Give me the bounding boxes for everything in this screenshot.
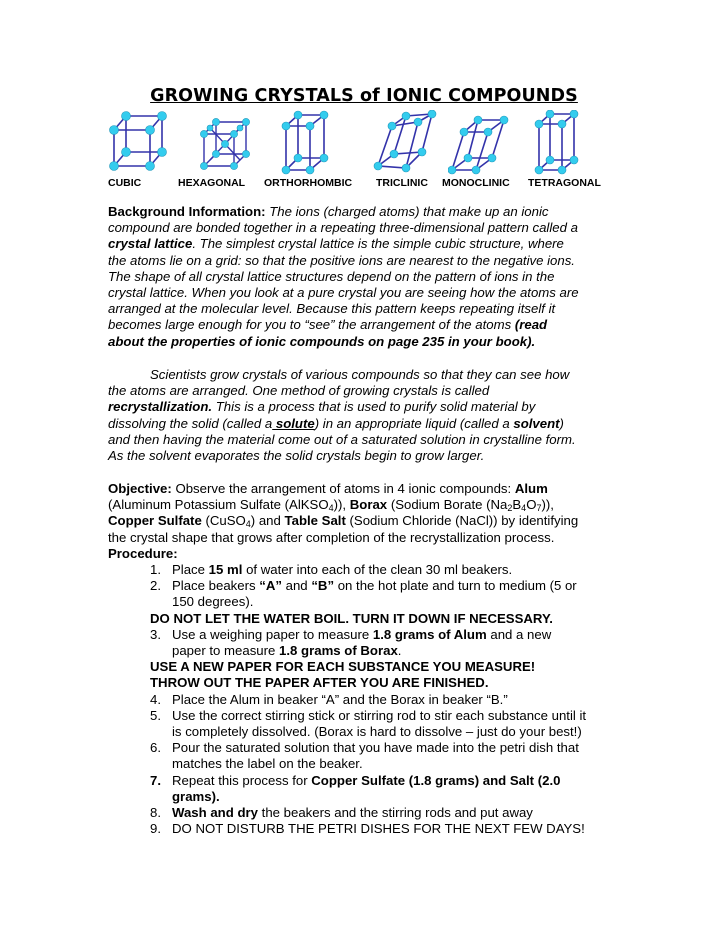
- warning-text: THROW OUT THE PAPER AFTER YOU ARE FINISHED.: [150, 675, 489, 691]
- warning-text: DO NOT LET THE WATER BOIL. TURN IT DOWN IF NECESSARY.: [150, 610, 553, 626]
- triclinic-crystal-diagram: [372, 110, 438, 176]
- tetragonal-crystal-diagram: [534, 110, 580, 176]
- orthorhombic-crystal-diagram: [280, 110, 332, 176]
- crystal-label-tetragonal: TETRAGONAL: [528, 177, 601, 189]
- warning-text: USE A NEW PAPER FOR EACH SUBSTANCE YOU MEASURE!: [150, 659, 536, 675]
- background-paragraph: Background Information: The ions (charged atoms) that make up an ionic compound are bonded together in a repeating three-dimensional pattern called a crystal lattice. The simplest crystal lattice is the simple cubic structure, where the atoms lie on a grid: so that the positive ions are nearest to the negative ions. The shape of all crystal lattice structures depend on the pattern of ions in the crystal lattice. When you look at a pure crystal you are seeing how the atoms are arranged at the molecular level. Because this pattern keeps repeating itself it becomes large enough for you to “see” the arrangement of the atoms (read about the properties of ionic compounds on page 235 in your book).: [108, 204, 579, 349]
- list-item: 3. Use a weighing paper to measure 1.8 grams of Alum and a new paper to measure 1.8 grams of Borax.: [150, 626, 552, 659]
- procedure-heading: Procedure:: [108, 545, 178, 561]
- crystal-label-cubic: CUBIC: [108, 177, 142, 189]
- page-title: GROWING CRYSTALS of IONIC COMPOUNDS: [150, 86, 578, 106]
- list-item: 5. Use the correct stirring stick or stirring rod to stir each substance until it is completely dissolved. (Borax is hard to dissolve – just do your best!): [150, 707, 587, 740]
- background-heading: Background Information:: [108, 204, 266, 219]
- recrystallization-paragraph: Scientists grow crystals of various compounds so that they can see how the atoms are arranged. One method of growing crystals is called recrystallization. This is a process that is used to purify solid material by dissolving the solid (called a solute) in an appropriate liquid (called a solvent) and then having the material come out of a saturated solution in crystalline form. As the solvent evaporates the solid crystals begin to grow larger.: [108, 367, 576, 464]
- crystal-label-orthorhombic: ORTHORHOMBIC: [264, 177, 353, 189]
- cubic-crystal-diagram: [108, 110, 170, 176]
- list-item: 7. Repeat this process for Copper Sulfate (1.8 grams) and Salt (2.0 grams).: [150, 772, 561, 804]
- list-item: 9. DO NOT DISTURB THE PETRI DISHES FOR THE NEXT FEW DAYS!: [150, 821, 585, 837]
- hexagonal-crystal-diagram: [196, 110, 256, 176]
- list-item: 1. Place 15 ml of water into each of the clean 30 ml beakers.: [150, 562, 513, 577]
- list-item: 6. Pour the saturated solution that you have made into the petri dish that matches the label on the beaker.: [150, 740, 579, 772]
- objective-heading: Objective:: [108, 481, 172, 496]
- procedure-list: [108, 562, 638, 837]
- crystal-label-triclinic: TRICLINIC: [376, 177, 428, 189]
- list-item: 2. Place beakers “A” and “B” on the hot plate and turn to medium (5 or 150 degrees).: [150, 578, 577, 610]
- crystal-label-hexagonal: HEXAGONAL: [178, 177, 246, 189]
- monoclinic-crystal-diagram: [448, 110, 510, 176]
- crystal-label-monoclinic: MONOCLINIC: [442, 177, 510, 189]
- list-item: 8. Wash and dry the beakers and the stirring rods and put away: [150, 805, 533, 821]
- list-item: 4. Place the Alum in beaker “A” and the Borax in beaker “B.”: [150, 691, 508, 707]
- objective-paragraph: Objective: Observe the arrangement of atoms in 4 ionic compounds: Alum (Aluminum Potassium Sulfate (AlKSO$_4$)), Borax (Sodium Borate $(Na_2B_4O_7)$), Copper Sulfate (CuSO$_4$) and Table Salt (Sodium Chloride (NaCl)) by identifying the crystal shape that grows after completion of the recrystallization process. Procedure:: [108, 481, 638, 562]
